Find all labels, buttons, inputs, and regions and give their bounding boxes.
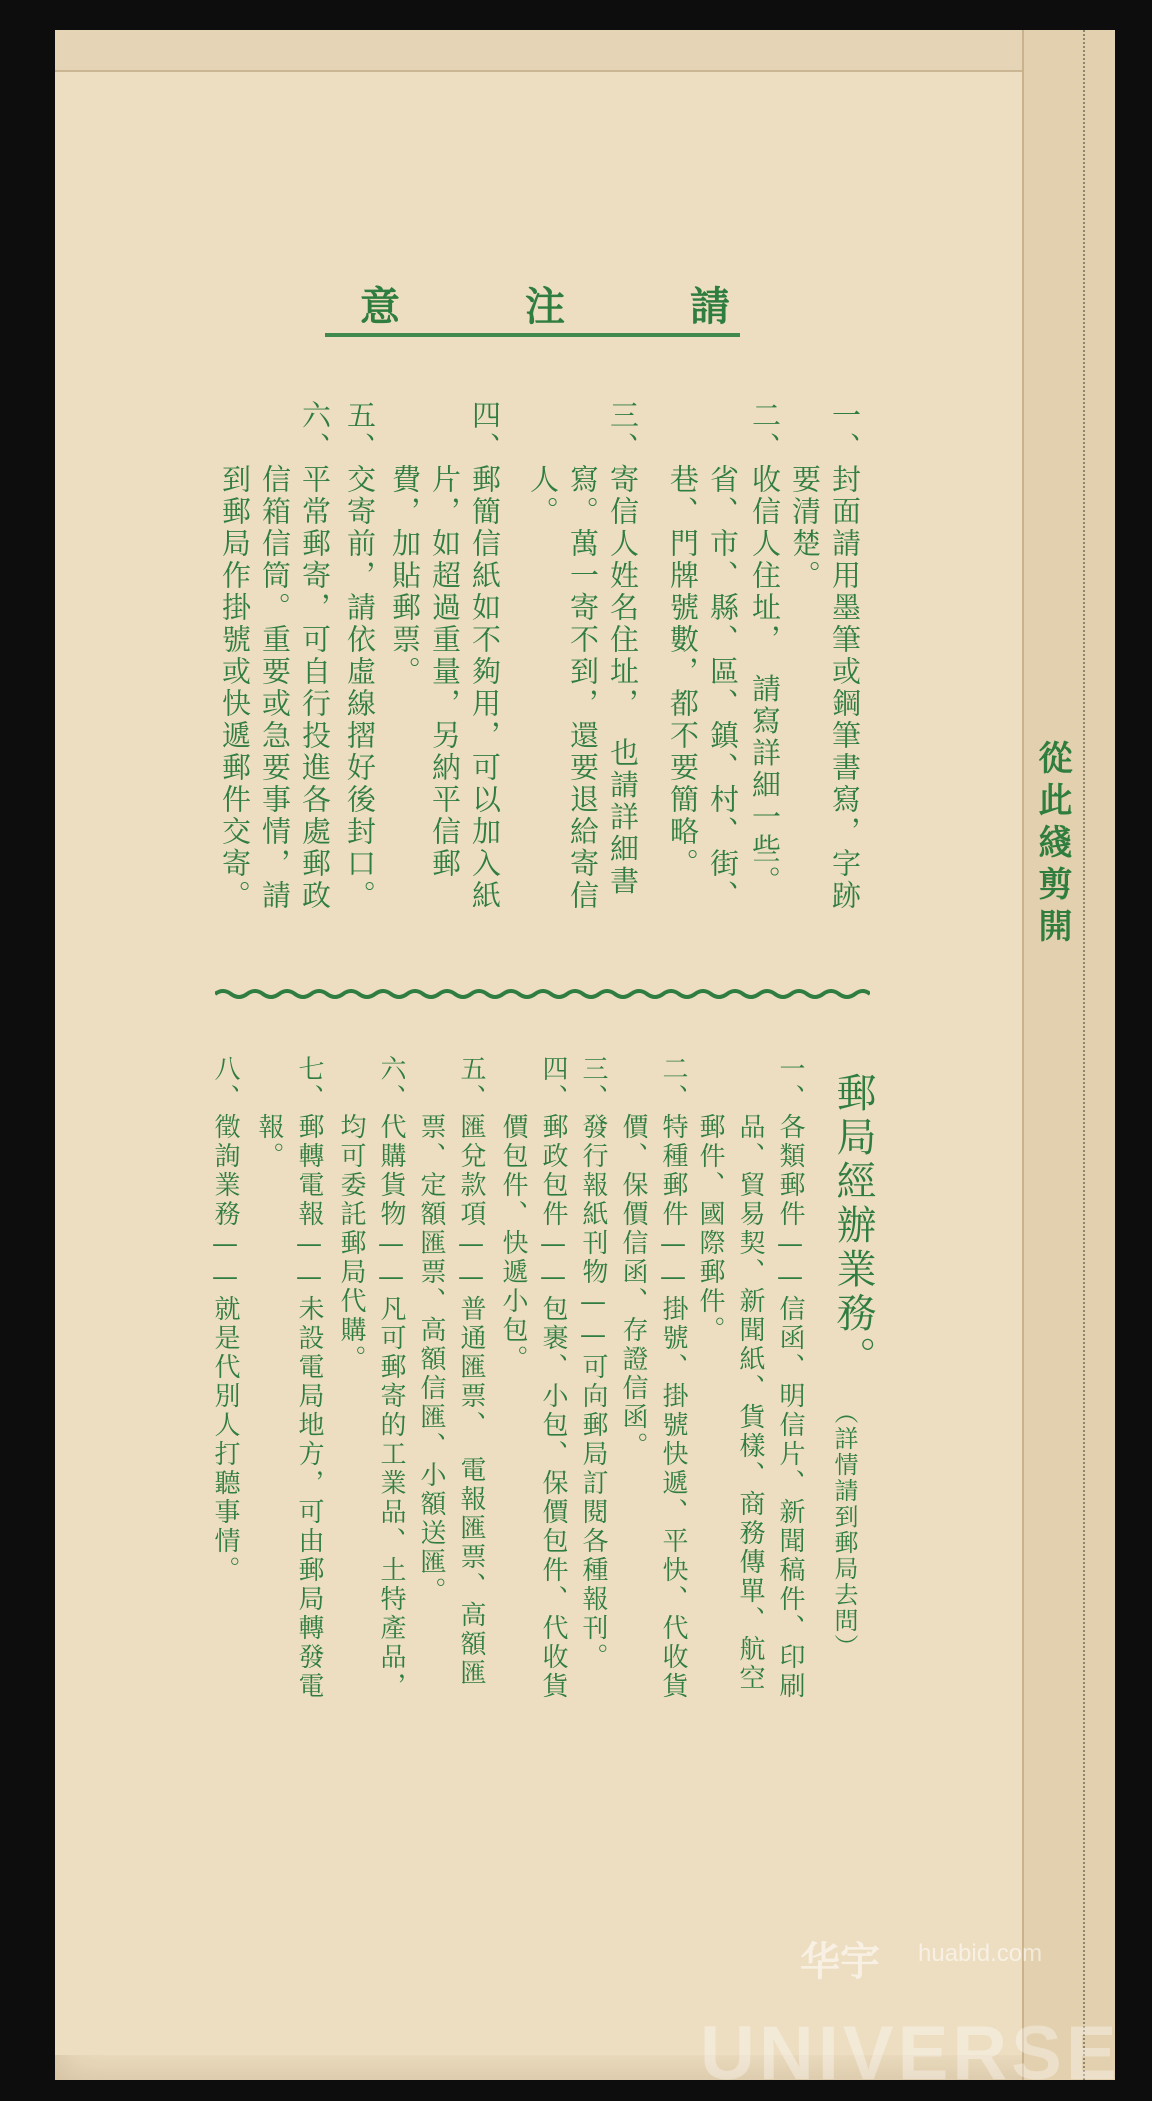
notice-line-5: 巷、門牌號數，都不要簡略。 <box>666 400 700 880</box>
services-line-15: 八、徵詢業務——就是代別人打聽事情。 <box>210 1055 240 1585</box>
services-line-4: 二、特種郵件——掛號、掛號快遞、平快、代收貨 <box>658 1055 688 1701</box>
services-line-7: 四、郵政包件——包裹、小包、保價包件、代收貨 <box>538 1055 568 1701</box>
services-line-2: 品、貿易契、新聞紙、貨樣、商務傳單、航空 <box>735 1055 765 1693</box>
notice-line-6: 三、寄信人姓名住址， 也請詳細書 <box>606 400 640 898</box>
notice-line-7: 寫。萬一寄不到，還要退給寄信 <box>566 400 600 912</box>
services-heading: 郵局經辦業務。 <box>830 1072 876 1380</box>
notice-title-char-3: 意 <box>360 283 400 330</box>
services-line-11: 六、代購貨物——凡可郵寄的工業品、土特產品， <box>376 1055 406 1701</box>
services-line-12: 均可委託郵局代購。 <box>336 1055 366 1374</box>
services-line-10: 票、定額匯票、高額信匯、小額送匯。 <box>416 1055 446 1606</box>
services-line-3: 郵件、國際郵件。 <box>695 1055 725 1345</box>
wavy-divider <box>215 988 870 1000</box>
services-line-1: 一、各類郵件——信函、明信片、新聞稿件、印刷 <box>775 1055 805 1701</box>
watermark-brand: UNIVERSE <box>700 2011 1121 2096</box>
services-line-6: 三、發行報紙刊物——可向郵局訂閱各種報刊。 <box>578 1055 608 1672</box>
notice-line-11: 費，加貼郵票。 <box>388 400 422 688</box>
notice-title-char-1: 請 <box>690 283 730 330</box>
services-line-8: 價包件、快遞小包。 <box>498 1055 528 1374</box>
notice-line-3: 二、收信人住址， 請寫詳細一些。 <box>748 400 782 898</box>
notice-line-15: 到郵局作掛號或快遞郵件交寄。 <box>218 400 252 912</box>
cut-line <box>1083 30 1085 2080</box>
cut-here-label: 從此綫剪開 <box>1032 740 1072 950</box>
notice-line-4: 省、市、縣、區、鎮、村、街、 <box>706 400 740 912</box>
notice-line-1: 一、封面請用墨筆或鋼筆書寫，字跡 <box>828 400 862 912</box>
notice-line-2: 要清楚。 <box>788 400 822 592</box>
notice-line-10: 片，如超過重量，另納平信郵 <box>428 400 462 880</box>
notice-title-char-2: 注 <box>525 283 565 330</box>
services-line-5: 價、保價信函、存證信函。 <box>618 1055 648 1461</box>
services-line-9: 五、匯兌款項——普通匯票、 電報匯票、高額匯 <box>456 1055 486 1688</box>
notice-line-13: 六、平常郵寄，可自行投進各處郵政 <box>298 400 332 912</box>
watermark-cn: 华宇 <box>800 1940 880 1984</box>
services-line-14: 報。 <box>254 1055 284 1171</box>
services-line-13: 七、郵轉電報——未設電局地方，可由郵局轉發電 <box>294 1055 324 1701</box>
top-fold <box>55 30 1113 72</box>
notice-line-9: 四、郵簡信紙如不夠用，可以加入紙 <box>468 400 502 912</box>
notice-line-8: 人。 <box>526 400 560 528</box>
services-heading-note: （詳情請到郵局去問） <box>830 1400 858 1660</box>
watermark-domain: huabid.com <box>918 1940 1043 1967</box>
notice-title <box>360 275 730 330</box>
notice-line-14: 信箱信筒。重要或急要事情，請 <box>258 400 292 912</box>
right-flap <box>1022 30 1115 2080</box>
notice-line-12: 五、交寄前，請依虛線摺好後封口。 <box>343 400 377 912</box>
title-underline <box>325 333 740 337</box>
